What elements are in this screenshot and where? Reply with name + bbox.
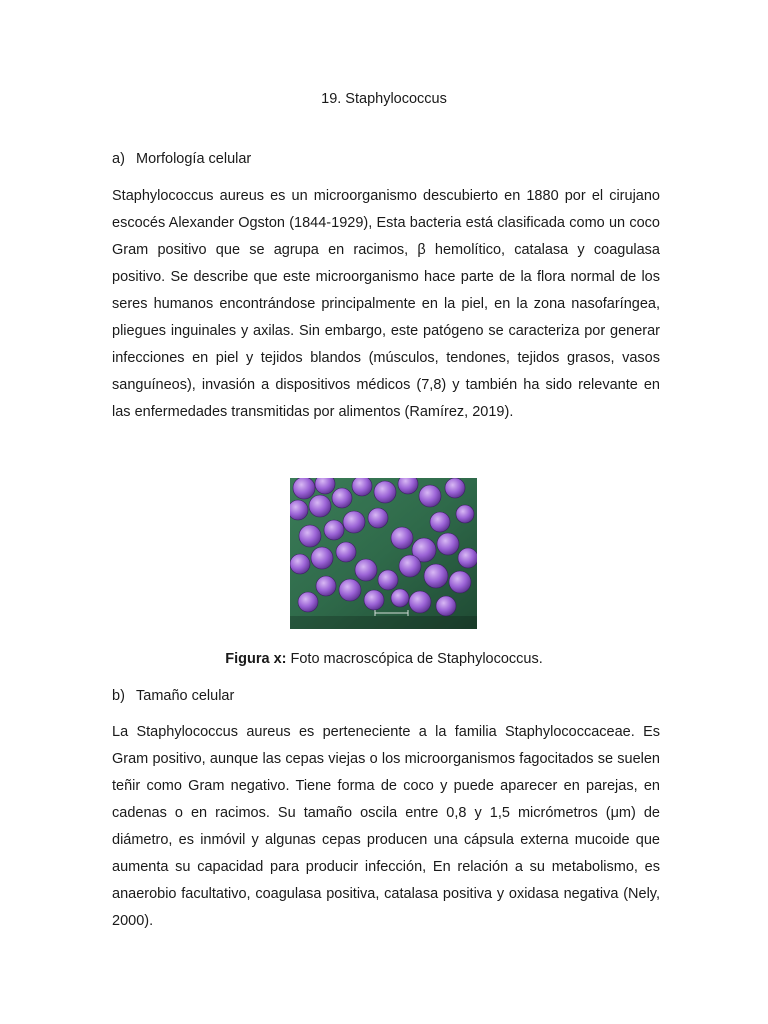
bacterium-cell xyxy=(309,495,331,517)
bacterium-cell xyxy=(449,571,471,593)
bacterium-cell xyxy=(391,589,409,607)
figure-caption xyxy=(0,651,768,667)
bacterium-cell xyxy=(445,478,465,498)
bacterium-cell xyxy=(299,525,321,547)
bacterium-cell xyxy=(378,570,398,590)
figure-caption-label: Figura x: xyxy=(225,651,287,667)
paragraph-tamano: La Staphylococcus aureus es perteneciente a la familia Staphylococcaceae. Es Gram positivo, aunque las cepas viejas o los microorganismos fagocitados se suelen teñir como Gram negativo. Tiene forma de coco y puede aparecer en parejas, en cadenas o en racimos. Su tamaño oscila entre 0,8 y 1,5 micrómetros (μm) de diámetro, es inmóvil y algunas cepas producen una cápsula externa mucoide que aumenta su capacidad para producir infección, En relación a su metabolismo, es anaerobio facultativo, coagulasa positiva, catalasa positiva y oxidasa negativa (Nely, 2000). xyxy=(112,724,660,929)
bacterium-cell xyxy=(324,520,344,540)
bacterium-cell xyxy=(355,559,377,581)
bacterium-cell xyxy=(336,542,356,562)
figure-caption-text: Foto macroscópica de Staphylococcus. xyxy=(286,651,543,667)
bacterium-cell xyxy=(343,511,365,533)
bacterium-cell xyxy=(352,478,372,496)
bacterium-cell xyxy=(458,548,477,568)
bacterium-cell xyxy=(456,505,474,523)
section-a-label: a) xyxy=(112,151,125,167)
paragraph-morfologia: Staphylococcus aureus es un microorganismo descubierto en 1880 por el cirujano escocés Alexander Ogston (1844-1929), Esta bacteria está clasificada como un coco Gram positivo que se agrupa en racimos, β hemolítico, catalasa y coagulasa positivo. Se describe que este microorganismo hace parte de la flora normal de los seres humanos encontrándose principalmente en la piel, en la zona nasofaríngea, pliegues inguinales y axilas. Sin embargo, este patógeno se caracteriza por generar infecciones en piel y tejidos blandos (músculos, tendones, tejidos grasos, vasos sanguíneos), invasión a dispositivos médicos (7,8) y también ha sido relevante en las enfermedades transmitidas por alimentos (Ramírez, 2019). xyxy=(112,188,660,420)
bacterium-cell xyxy=(364,590,384,610)
bacterium-cell xyxy=(332,488,352,508)
bacterium-cell xyxy=(424,564,448,588)
section-a-title: Morfología celular xyxy=(136,151,252,167)
section-b-label: b) xyxy=(112,688,125,704)
document-title: 19. Staphylococcus xyxy=(321,91,447,107)
section-b-title: Tamaño celular xyxy=(136,688,235,704)
bacterium-cell xyxy=(290,554,310,574)
bacterium-cell xyxy=(298,592,318,612)
staphylococcus-micrograph xyxy=(290,478,477,629)
bacterium-cell xyxy=(316,576,336,596)
bacterium-cell xyxy=(391,527,413,549)
section-b-heading xyxy=(112,688,234,704)
bacterium-cell xyxy=(409,591,431,613)
bacterium-cell xyxy=(437,533,459,555)
bacterium-cell xyxy=(339,579,361,601)
bacterium-cell xyxy=(399,555,421,577)
bacterium-cell xyxy=(368,508,388,528)
bacterium-cell xyxy=(419,485,441,507)
bacterium-cell xyxy=(430,512,450,532)
bacterium-cell xyxy=(290,500,308,520)
section-a-heading xyxy=(112,151,251,167)
bacterium-cell xyxy=(374,481,396,503)
bacterium-cell xyxy=(436,596,456,616)
bacterium-cell xyxy=(311,547,333,569)
bacterium-cell xyxy=(293,478,315,499)
